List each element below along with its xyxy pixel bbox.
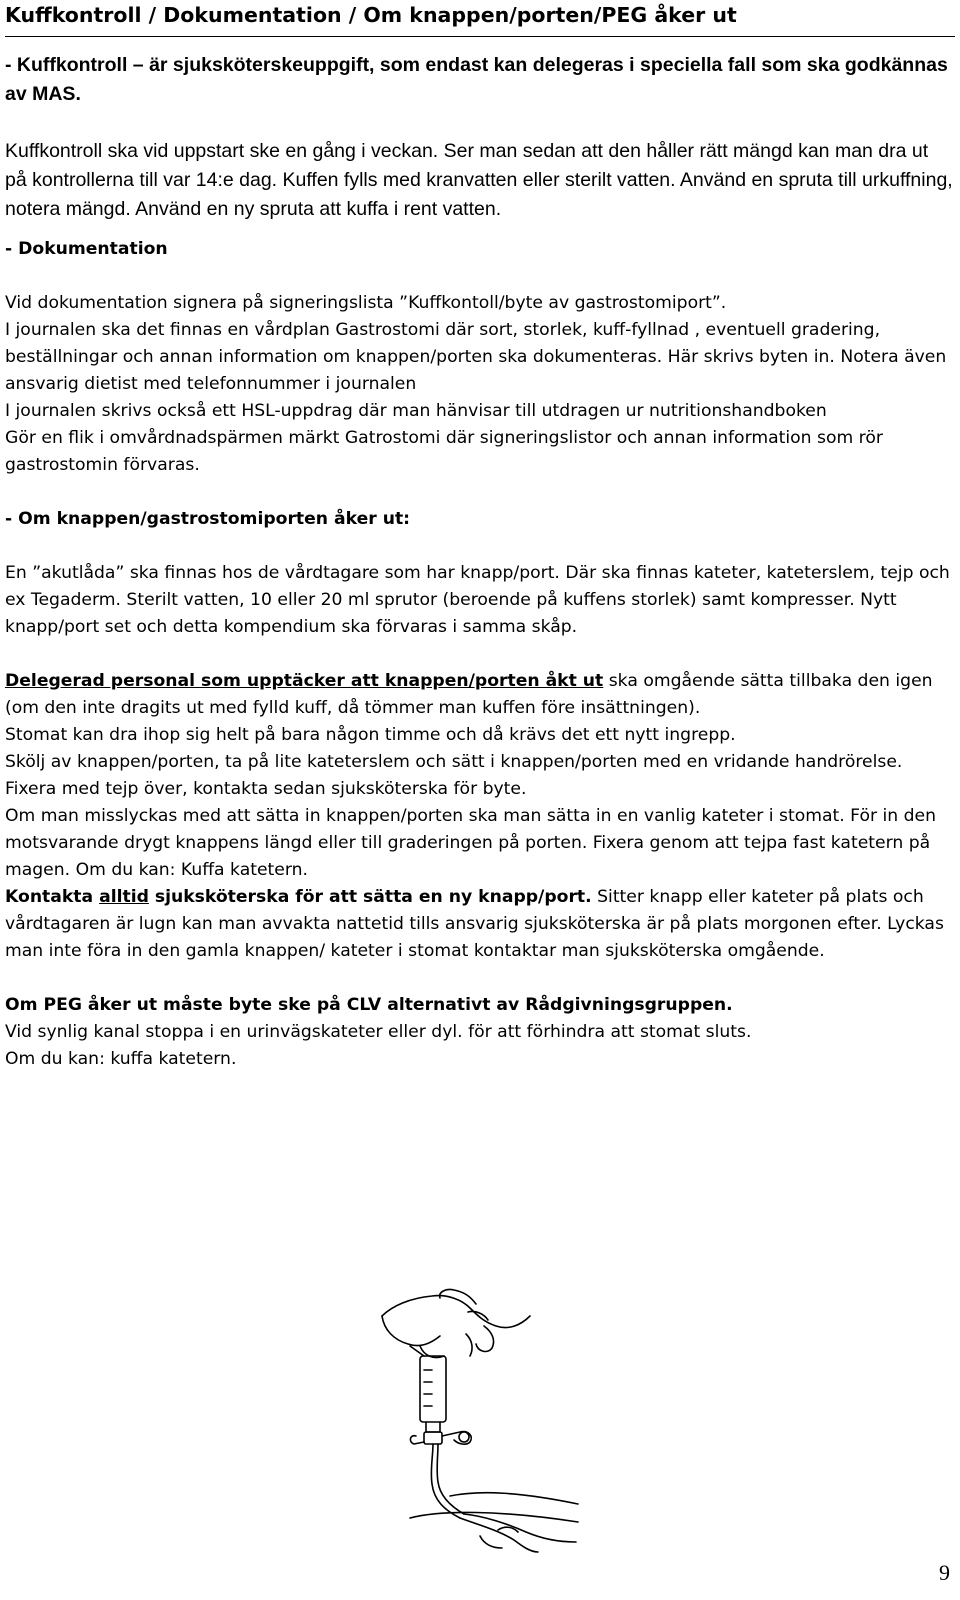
- fixate-paragraph: Fixera med tejp över, kontakta sedan sjuksköterska för byte.: [5, 779, 527, 799]
- peg-cuff: Om du kan: kuffa katetern.: [5, 1049, 237, 1069]
- documentation-section: [5, 236, 955, 479]
- peg-section: [5, 992, 955, 1073]
- documentation-folder: Gör en flik i omvårdnadspärmen märkt Gatrostomi där signeringslistor och annan information som rör gastrostomin förvaras.: [5, 428, 883, 475]
- contact-nurse-rest: Sitter knapp eller kateter på plats och vårdtagaren är lugn kan man avvakta nattetid tills ansvarig sjuksköterska är på plats morgonen efter. Lyckas man inte föra in den gamla knappen/ kateter i stomat kontaktar man sjuksköterska omgående.: [5, 887, 944, 961]
- fallback-catheter-paragraph: Om man misslyckas med att sätta in knappen/porten ska man sätta in en vanlig kateter i stomat. För in den motsvarande drygt knappens längd eller till graderingen på porten. Fixera genom att tejpa fast katetern på magen. Om du kan: Kuffa katetern.: [5, 806, 937, 880]
- delegated-rest: ska omgående sätta tillbaka den igen (om den inte dragits ut med fylld kuff, då tömmer man kuffen före insättningen).: [5, 671, 933, 718]
- syringe-illustration: [380, 1286, 580, 1554]
- kuffkontroll-section: [5, 51, 955, 224]
- peg-heading: Om PEG åker ut måste byte ske på CLV alternativt av Rådgivningsgruppen.: [5, 995, 733, 1015]
- port-out-heading: - Om knappen/gastrostomiporten åker ut:: [5, 509, 411, 529]
- delegation-note: [5, 51, 955, 109]
- kuffkontroll-paragraph: Kuffkontroll ska vid uppstart ske en gång i veckan. Ser man sedan att den håller rätt mängd kan man dra ut på kontrollerna till var 14:e dag. Kuffen fylls med kranvatten eller sterilt vatten. Använd en spruta till urkuffning, notera mängd. Använd en ny spruta att kuffa i rent vatten.: [5, 140, 953, 220]
- documentation-signing: Vid dokumentation signera på signeringslista ”Kuffkontoll/byte av gastrostomiport”.: [5, 293, 727, 313]
- port-out-section: [5, 506, 955, 965]
- stomat-paragraph: Stomat kan dra ihop sig helt på bara någon timme och då krävs det ett nytt ingrepp.: [5, 725, 736, 745]
- always-underlined: alltid: [99, 887, 149, 907]
- page-title: Kuffkontroll / Dokumentation / Om knappen/porten/PEG åker ut: [5, 3, 737, 27]
- documentation-heading: - Dokumentation: [5, 239, 168, 259]
- delegated-paragraph: [5, 668, 955, 722]
- title-rule: [5, 36, 955, 37]
- page-number: 9: [939, 1560, 950, 1585]
- delegation-rest: är sjuksköterskeuppgift, som endast kan delegeras i speciella fall som ska godkännas av MAS.: [5, 54, 948, 105]
- delegated-emphasis: Delegerad personal som upptäcker att knappen/porten åkt ut: [5, 671, 604, 691]
- delegation-prefix: - Kuffkontroll –: [5, 54, 144, 76]
- documentation-hsl: I journalen skrivs också ett HSL-uppdrag där man hänvisar till utdragen ur nutritionshandboken: [5, 401, 827, 421]
- contact-nurse-paragraph: [5, 884, 955, 965]
- akutlada-paragraph: En ”akutlåda” ska finnas hos de vårdtagare som har knapp/port. Där ska finnas kateter, kateterslem, tejp och ex Tegaderm. Sterilt vatten, 10 eller 20 ml sprutor (beroende på kuffens storlek) samt kompresser. Nytt knapp/port set och detta kompendium ska förvaras i samma skåp.: [5, 563, 950, 637]
- rinse-paragraph: Skölj av knappen/porten, ta på lite kateterslem och sätt i knappen/porten med en vridande handrörelse.: [5, 752, 903, 772]
- documentation-journal: I journalen ska det finnas en vårdplan Gastrostomi där sort, storlek, kuff-fyllnad , eventuell gradering, beställningar och annan information om knappen/porten ska dokumenteras. Här skrivs byten in. Notera även ansvarig dietist med telefonnummer i journalen: [5, 320, 947, 394]
- peg-visible-channel: Vid synlig kanal stoppa i en urinvägskateter eller dyl. för att förhindra att stomat sluts.: [5, 1022, 752, 1042]
- document-page: [5, 0, 955, 1073]
- contact-nurse-emphasis: Kontakta alltid sjuksköterska för att sätta en ny knapp/port.: [5, 887, 592, 907]
